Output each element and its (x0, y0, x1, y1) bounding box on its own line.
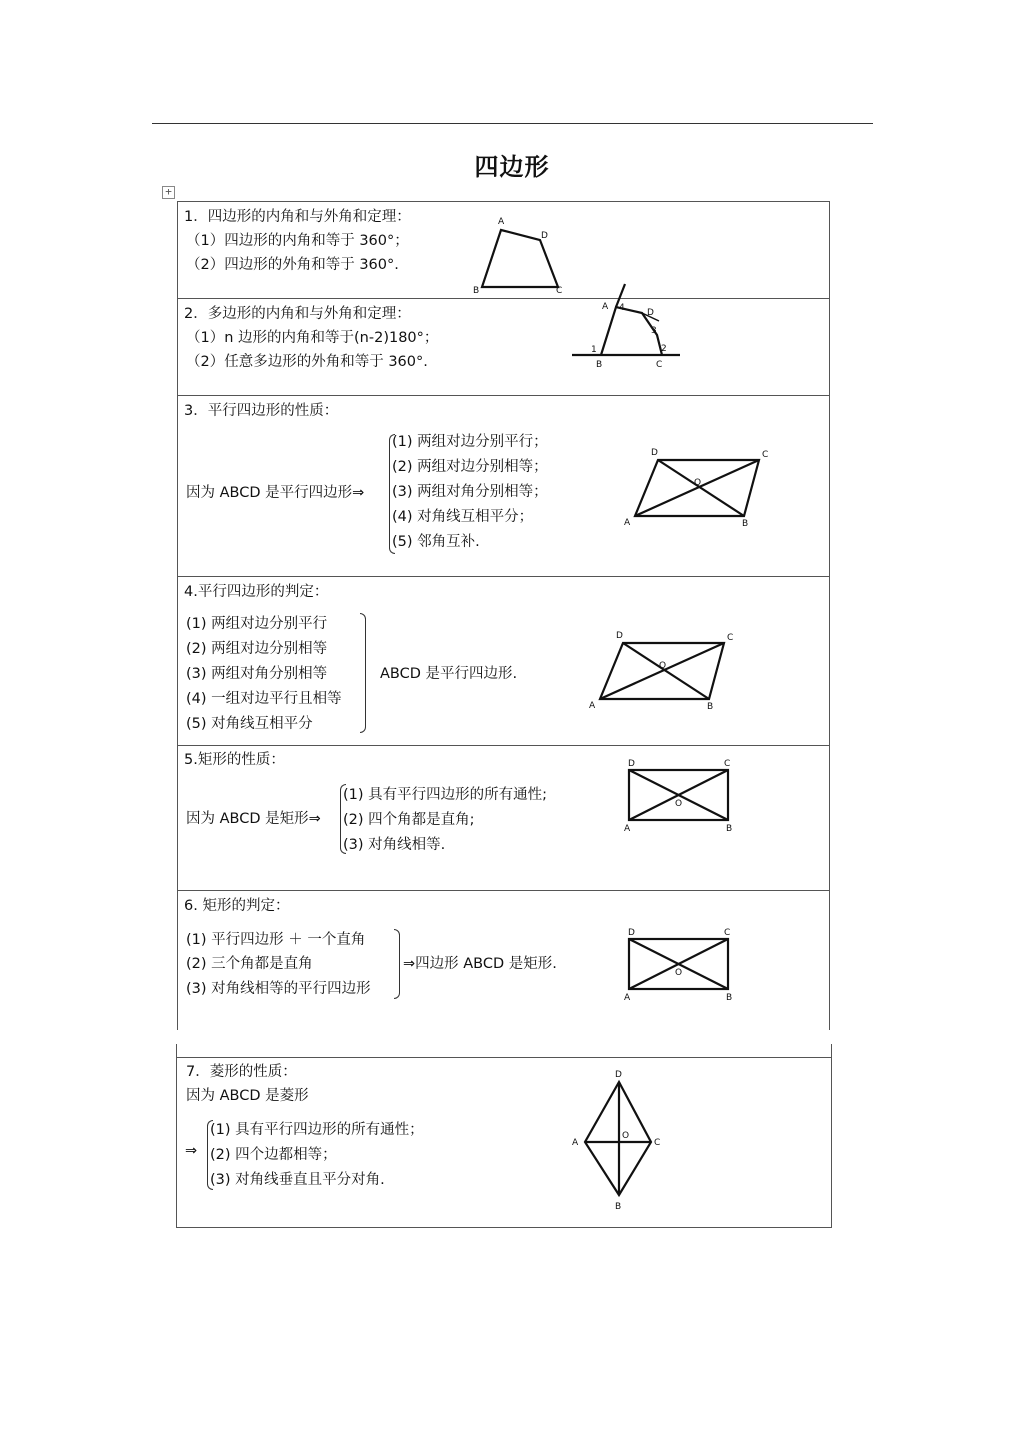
section-4-item: (3) 两组对角分别相等 (186, 666, 328, 682)
parallelogram-figure (618, 444, 778, 530)
rectangle-figure (618, 923, 748, 1005)
section-1-item: （2）四边形的外角和等于 360°. (186, 257, 399, 273)
section-3-item: (5) 邻角互补. (392, 534, 480, 550)
section-2-item: （2）任意多边形的外角和等于 360°. (186, 354, 428, 370)
top-rule (152, 123, 873, 124)
vertex-label: D (628, 759, 635, 769)
vertex-label: D (541, 231, 548, 241)
vertex-label: A (624, 824, 631, 834)
vertex-label: A (624, 993, 631, 1003)
section-6-item: (1) 平行四边形 ＋ 一个直角 (186, 932, 366, 948)
vertex-label: A (589, 701, 596, 711)
section-6-item: (2) 三个角都是直角 (186, 956, 313, 972)
vertex-label: D (628, 928, 635, 938)
right-brace (360, 613, 366, 733)
rhombus-figure (569, 1066, 669, 1218)
section-6-item: (3) 对角线相等的平行四边形 (186, 981, 371, 997)
page-title: 四边形 (474, 153, 550, 181)
vertex-label: C (654, 1138, 661, 1148)
section-5-lead: 因为 ABCD 是矩形⇒ (186, 811, 321, 827)
section-5-item: (2) 四个角都是直角; (343, 812, 475, 828)
section-3-heading: 3．平行四边形的性质： (184, 403, 339, 419)
summary-table-continued (176, 1044, 832, 1228)
vertex-label: B (742, 519, 749, 529)
section-4-conclusion: ABCD 是平行四边形. (380, 666, 518, 682)
section-3-item: (2) 两组对边分别相等； (392, 459, 548, 475)
angle-label: 4 (619, 303, 625, 313)
section-7-item: (2) 四个边都相等； (210, 1147, 337, 1163)
vertex-label: D (647, 308, 654, 318)
section-4-item: (4) 一组对边平行且相等 (186, 691, 342, 707)
section-7-lead: 因为 ABCD 是菱形 (186, 1088, 309, 1104)
diagonal-line (658, 460, 744, 516)
vertex-label: B (726, 824, 733, 834)
section-4-item: (1) 两组对边分别平行 (186, 616, 328, 632)
angle-label: 1 (591, 345, 597, 355)
section-6-conclusion: ⇒四边形 ABCD 是矩形. (403, 956, 557, 972)
table-top-border (176, 1057, 832, 1058)
center-label: O (659, 661, 667, 671)
section-2-item: （1）n 边形的内角和等于(n-2)180°； (186, 330, 439, 346)
section-7-item: (1) 具有平行四边形的所有通性； (210, 1122, 424, 1138)
section-7-heading: 7．菱形的性质： (186, 1064, 297, 1080)
rectangle-figure (618, 754, 748, 836)
section-4 (178, 577, 829, 746)
section-1-item: （1）四边形的内角和等于 360°； (186, 233, 409, 249)
vertex-label: C (656, 360, 663, 370)
section-3-item: (4) 对角线互相平分； (392, 509, 534, 525)
section-5 (178, 746, 829, 891)
parallelogram-figure (583, 627, 743, 713)
center-label: O (622, 1131, 630, 1141)
vertex-label: B (726, 993, 733, 1003)
vertex-label: C (727, 633, 734, 643)
section-4-item: (2) 两组对边分别相等 (186, 641, 328, 657)
vertex-label: C (724, 759, 731, 769)
center-label: O (675, 799, 683, 809)
vertex-label: A (572, 1138, 579, 1148)
vertex-label: B (615, 1202, 622, 1212)
center-label: O (675, 968, 683, 978)
section-1 (178, 202, 829, 299)
angle-label: 3 (651, 326, 657, 336)
vertex-label: D (651, 448, 658, 458)
summary-table (177, 201, 830, 1030)
section-5-item: (3) 对角线相等. (343, 837, 446, 853)
section-5-heading: 5.矩形的性质： (184, 752, 285, 768)
section-7-item: (3) 对角线垂直且平分对角. (210, 1172, 385, 1188)
section-1-heading: 1．四边形的内角和与外角和定理： (184, 209, 411, 225)
section-2-heading: 2．多边形的内角和与外角和定理： (184, 306, 411, 322)
quadrilateral-figure (468, 210, 578, 295)
polygon-figure (568, 283, 688, 395)
right-brace (394, 929, 400, 999)
vertex-label: C (724, 928, 731, 938)
section-5-item: (1) 具有平行四边形的所有通性; (343, 787, 548, 803)
vertex-label: A (498, 217, 505, 227)
section-3-item: (3) 两组对角分别相等； (392, 484, 548, 500)
vertex-label: B (473, 286, 480, 295)
vertex-label: C (762, 450, 769, 460)
section-2 (178, 299, 829, 396)
section-6-heading: 6. 矩形的判定： (184, 898, 290, 914)
section-3-lead: 因为 ABCD 是平行四边形⇒ (186, 485, 365, 501)
diagonal-line (623, 643, 709, 699)
vertex-label: A (624, 518, 631, 528)
section-3 (178, 396, 829, 577)
vertex-label: D (615, 1070, 622, 1080)
vertex-label: D (616, 631, 623, 641)
section-3-item: (1) 两组对边分别平行； (392, 434, 548, 450)
section-4-heading: 4.平行四边形的判定： (184, 584, 329, 600)
angle-label: 2 (661, 344, 667, 354)
center-label: O (694, 478, 702, 488)
table-move-handle-icon[interactable]: + (162, 186, 175, 199)
vertex-label: C (556, 286, 563, 295)
vertex-label: B (596, 360, 603, 370)
vertex-label: B (707, 702, 714, 712)
vertex-label: A (602, 302, 609, 312)
section-7-arrow: ⇒ (185, 1143, 198, 1159)
section-4-item: (5) 对角线互相平分 (186, 716, 313, 732)
section-6 (178, 891, 829, 1031)
